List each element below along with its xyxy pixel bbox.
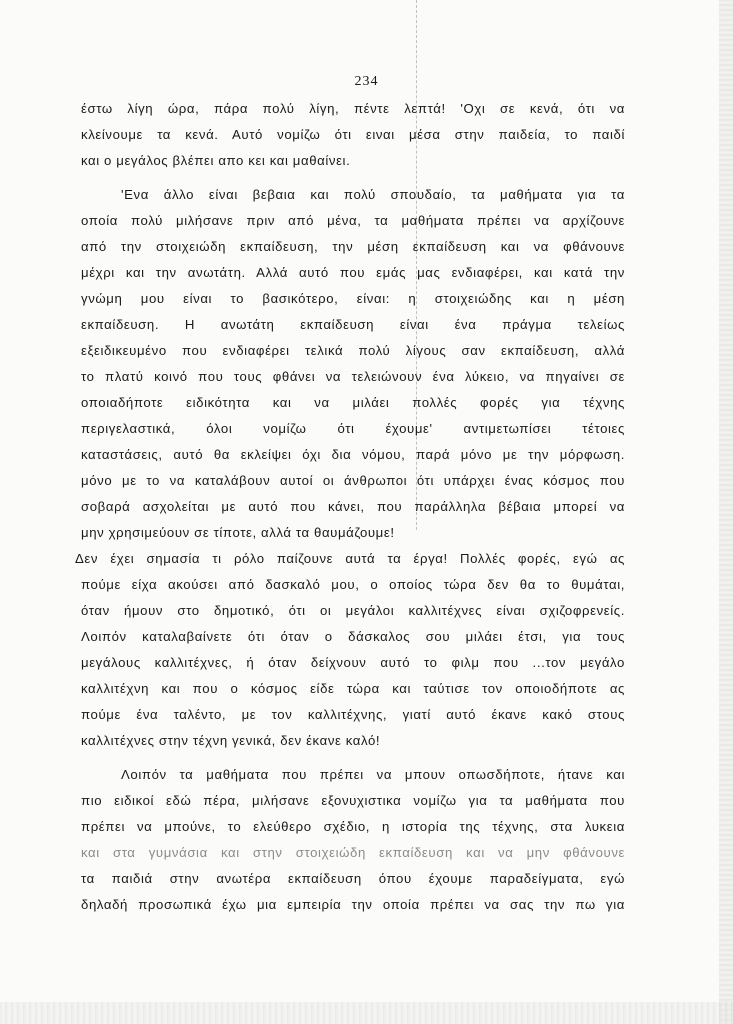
text-line: πούμε είχα ακούσει από δασκαλό μου, ο οποίος τώρα δεν θα το θυμάται, [81,577,625,592]
text-line: Δεν έχει σημασία τι ρόλο παίζουνε αυτά τα έργα! Πολλές φορές, εγώ ας [75,551,625,566]
text-line: Λοιπόν καταλαβαίνετε ότι όταν ο δάσκαλος σου μιλάει έτσι, για τους [81,629,625,644]
text-line: πιο ειδικοί εδώ πέρα, μιλήσανε εξονυχιστικα νομίζω για τα μαθήματα που [81,793,625,808]
text-line: όταν ήμουν στο δημοτικό, ότι οι μεγάλοι καλλιτέχνες είναι σχιζοφρενείς. [81,603,625,618]
text-line: οποιαδήποτε ειδικότητα και να μιλάει πολλές φορές για τέχνης [81,395,625,410]
page-number: 234 [354,74,379,89]
text-line: εκπαίδευση. Η ανωτάτη εκπαίδευση είναι ένα πράγμα τελείως [81,317,625,332]
text-line: καλλιτέχνη και που ο κόσμος είδε τώρα και ταύτισε τον οποιοδήποτε ας [81,681,625,696]
text-line: μεγάλους καλλιτέχνες, ή όταν δείχνουν αυτό το φιλμ που ...τον μεγάλο [81,655,625,670]
text-line: και στα γυμνάσια και στην στοιχειώδη εκπαίδευση και να μην φθάνουνε [81,845,625,860]
text-line: και ο μεγάλος βλέπει απο κει και μαθαίνει. [81,153,351,168]
text-line: γνώμη μου είναι το βασικότερο, είναι: η στοιχειώδης και η μέση [81,291,625,306]
text-line: σοβαρά ασχολείται με αυτό που κάνει, που παράλληλα βέβαια μπορεί να [81,499,625,514]
text-line: έστω λίγη ώρα, πάρα πολύ λίγη, πέντε λεπτά! 'Οχι σε κενά, ότι να [81,101,625,116]
text-line: καταστάσεις, αυτό θα εκλείψει όχι δια νόμου, παρά μόνο με την μόρφωση. [81,447,625,462]
text-line: εξειδικευμένο που ενδιαφέρει τελικά πολύ λίγους σαν εκπαίδευση, αλλά [81,343,625,358]
text-line: πρέπει να μπούνε, το ελεύθερο σχέδιο, η ιστορία της τέχνης, στα λυκεια [81,819,625,834]
text-line: καλλιτέχνες στην τέχνη γενικά, δεν έκανε καλό! [81,733,381,748]
text-line: τα παιδιά στην ανωτέρα εκπαίδευση όπου έχουμε παραδείγματα, εγώ [81,871,625,886]
text-line: πούμε ένα ταλέντο, με τον καλλιτέχνης, γιατί αυτό έκανε κακό στους [81,707,625,722]
text-line: μην χρησιμεύουν σε τίποτε, αλλά τα θαυμάζουμε! [81,525,395,540]
text-line: περιγελαστικά, όλοι νομίζω ότι έχουμε' αντιμετωπίσει τέτοιες [81,421,625,436]
scan-edge-bottom [0,1002,733,1024]
body-text [75,96,625,918]
text-line: οποία πολύ μιλήσανε πριν από μένα, τα μαθήματα πρέπει να αρχίζουνε [81,213,625,228]
text-line: μόνο με το να καταλάβουν αυτοί οι άνθρωποι ότι υπάρχει ένας κόσμος που [81,473,625,488]
text-line: 'Ενα άλλο είναι βεβαια και πολύ σπουδαίο, τα μαθήματα για τα [121,187,625,202]
text-line: το πλατύ κοινό που τους φθάνει να τελειώνουν ένα λύκειο, να πηγαίνει σε [81,369,625,384]
scan-edge-right [719,0,733,1024]
text-line: από την στοιχειώδη εκπαίδευση, την μέση εκπαίδευση και να φθάνουνε [81,239,625,254]
text-line: κλείνουμε τα κενά. Αυτό νομίζω ότι ειναι μέσα στην παιδεία, το παιδί [81,127,625,142]
text-line: μέχρι και την ανωτάτη. Αλλά αυτό που εμάς μας ενδιαφέρει, και κατά την [81,265,625,280]
text-line: Λοιπόν τα μαθήματα που πρέπει να μπουν οπωσδήποτε, ήτανε και [121,767,625,782]
text-line: δηλαδή προσωπικά έχω μια εμπειρία την οποία πρέπει να σας την πω για [81,897,625,912]
